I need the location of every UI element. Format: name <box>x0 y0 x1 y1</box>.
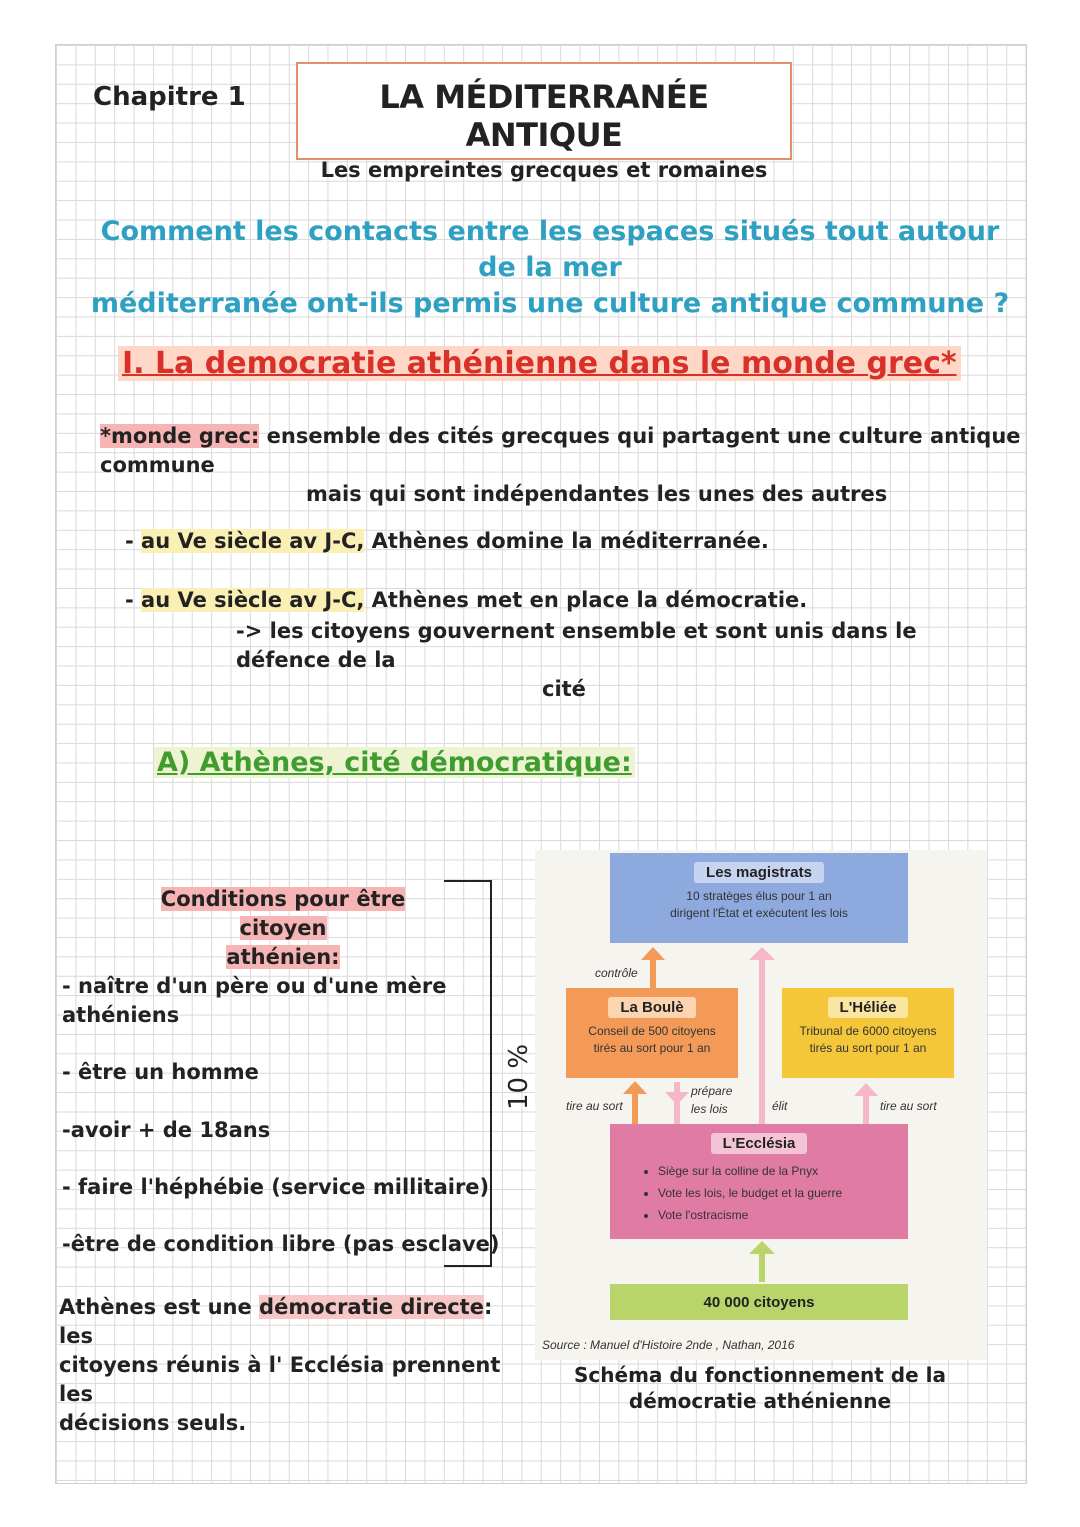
question-line-2: méditerranée ont-ils permis une culture antique commune ? <box>90 288 1010 319</box>
conclusion-text <box>59 1293 509 1438</box>
definition-term: *monde grec: <box>100 424 260 448</box>
section-a-heading: A) Athènes, cité démocratique: <box>154 747 635 778</box>
bullet-subpoint <box>236 617 1016 704</box>
percent-annotation: 10 % <box>504 1043 535 1111</box>
boule-title: La Boulè <box>608 997 695 1018</box>
caption-line-2: démocratie athénienne <box>628 1389 892 1413</box>
label-tire-au-sort-heliee: tire au sort <box>880 1099 937 1113</box>
arrow-citizens-head <box>749 1241 775 1254</box>
bullet-athens-democracy <box>125 588 807 612</box>
definition-text-2: mais qui sont indépendantes les unes des autres <box>306 482 888 506</box>
question-line-1: Comment les contacts entre les espaces situés tout autour de la mer <box>100 216 1000 283</box>
conditions-title <box>128 885 438 972</box>
citizens-box <box>610 1284 908 1320</box>
arrow-elit-shaft <box>759 958 765 1124</box>
conditions-title-line-1: Conditions pour être citoyen <box>160 887 406 940</box>
ecclesia-box <box>610 1124 908 1239</box>
boule-box <box>566 988 738 1078</box>
condition-item: - naître d'un père ou d'une mère <box>62 974 447 998</box>
ecclesia-title: L'Ecclésia <box>711 1133 808 1154</box>
definition-text-1: ensemble des cités grecques qui partagent une culture antique commune <box>100 424 1021 477</box>
democracy-diagram <box>535 850 987 1360</box>
definition-note <box>100 422 1040 509</box>
boule-line-2: tirés au sort pour 1 an <box>593 1041 711 1055</box>
arrow-prepare-head <box>665 1092 689 1105</box>
diagram-caption <box>560 1362 960 1414</box>
source-citation: Source : Manuel d'Histoire 2nde , Nathan, 2016 <box>542 1338 795 1352</box>
bullet-athens-dominates <box>125 529 769 553</box>
label-controle: contrôle <box>595 966 638 980</box>
bullet-date-highlight: au Ve siècle av J-C, <box>141 529 365 553</box>
page-subtitle: Les empreintes grecques et romaines <box>320 158 768 182</box>
bullet-date-highlight: au Ve siècle av J-C, <box>141 588 365 612</box>
arrow-control-shaft <box>650 958 656 988</box>
conclusion-line-3: décisions seuls. <box>59 1411 247 1435</box>
page-title: LA MÉDITERRANÉE ANTIQUE <box>379 78 709 154</box>
heliee-box <box>782 988 954 1078</box>
bullet-text: Athènes met en place la démocratie. <box>364 588 808 612</box>
conditions-title-line-2: athénien: <box>226 945 340 969</box>
arrow-heliee-head <box>854 1083 878 1096</box>
arrow-control-head <box>641 947 665 960</box>
bullet-text: Athènes domine la méditerranée. <box>364 529 769 553</box>
condition-item: -être de condition libre (pas esclave) <box>62 1232 500 1256</box>
caption-line-1: Schéma du fonctionnement de la <box>574 1363 946 1387</box>
ecclesia-item: • Siège sur la colline de la Pnyx <box>658 1160 908 1182</box>
heliee-title: L'Héliée <box>828 997 909 1018</box>
conclusion-part-b: : les <box>59 1295 493 1348</box>
arrow-tire-shaft <box>632 1092 638 1124</box>
label-les-lois: les lois <box>691 1102 728 1116</box>
condition-item: athéniens <box>62 1003 180 1027</box>
citizens-label: 40 000 citoyens <box>703 1294 815 1311</box>
subpoint-line-2: cité <box>542 677 586 701</box>
label-tire-au-sort-boule: tire au sort <box>566 1099 623 1113</box>
conclusion-line-2: citoyens réunis à l' Ecclésia prennent les <box>59 1353 501 1406</box>
heliee-line-1: Tribunal de 6000 citoyens <box>799 1024 937 1038</box>
magistrats-line-2: dirigent l'État et exécutent les lois <box>670 906 848 920</box>
title-box <box>296 62 792 182</box>
condition-item: - être un homme <box>62 1060 259 1084</box>
label-prepare: prépare <box>691 1084 733 1098</box>
ecclesia-list <box>640 1160 908 1226</box>
ecclesia-item: • Vote l'ostracisme <box>658 1204 908 1226</box>
bullet-dash: - <box>125 588 142 612</box>
arrow-tire-head <box>623 1081 647 1094</box>
arrow-citizens-shaft <box>759 1252 765 1282</box>
label-elit: élit <box>772 1099 788 1113</box>
bullet-dash: - <box>125 529 142 553</box>
chapter-label: Chapitre 1 <box>93 82 246 112</box>
magistrats-line-1: 10 stratèges élus pour 1 an <box>686 889 832 903</box>
boule-line-1: Conseil de 500 citoyens <box>588 1024 716 1038</box>
magistrats-box <box>610 853 908 943</box>
subpoint-line-1: -> les citoyens gouvernent ensemble et sont unis dans le défence de la <box>236 619 917 672</box>
problem-question <box>90 214 1010 322</box>
condition-item: -avoir + de 18ans <box>62 1118 271 1142</box>
section-1-heading: I. La democratie athénienne dans le monde grec* <box>118 346 961 381</box>
conclusion-part-a: Athènes est une <box>59 1295 260 1319</box>
arrow-elit-head <box>749 947 775 960</box>
magistrats-title: Les magistrats <box>694 862 824 883</box>
conditions-bracket <box>444 880 492 1267</box>
ecclesia-item: • Vote les lois, le budget et la guerre <box>658 1182 908 1204</box>
direct-democracy-highlight: démocratie directe <box>259 1295 484 1319</box>
heliee-line-2: tirés au sort pour 1 an <box>809 1041 927 1055</box>
condition-item: - faire l'héphébie (service millitaire) <box>62 1175 490 1199</box>
arrow-heliee-shaft <box>863 1094 869 1124</box>
